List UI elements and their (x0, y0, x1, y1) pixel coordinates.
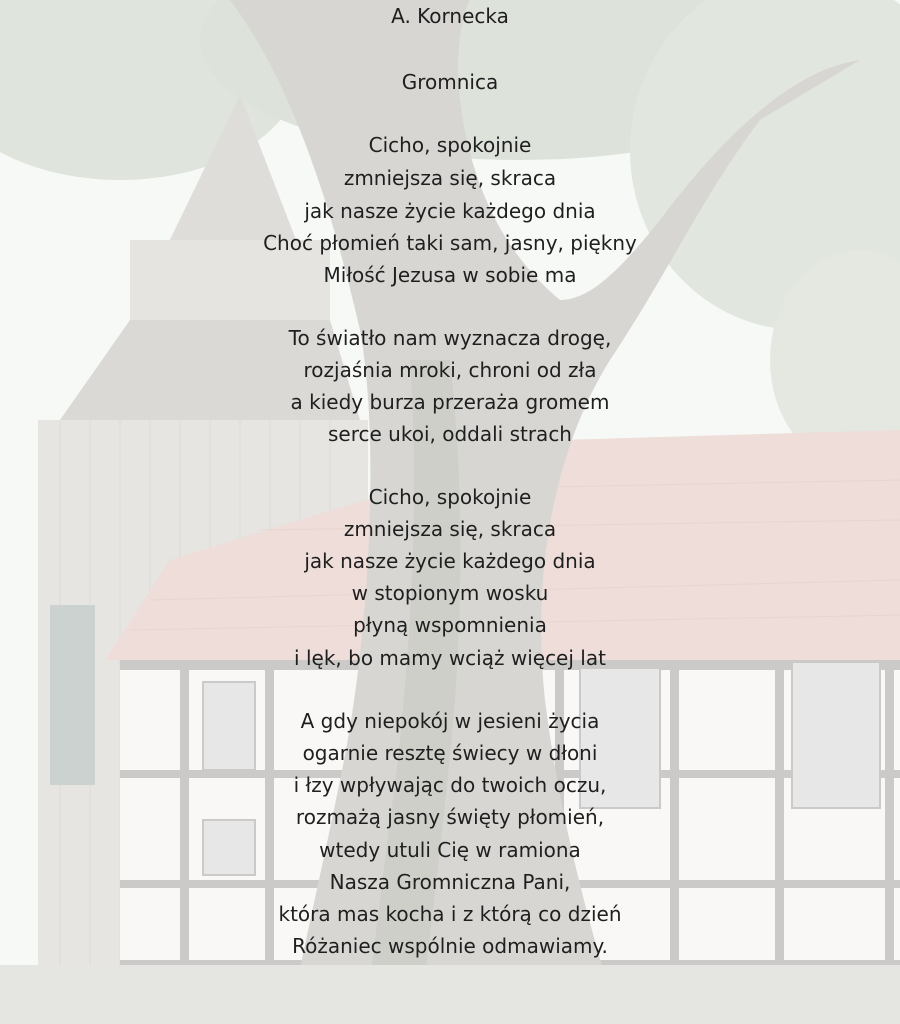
poem-line: Nasza Gromniczna Pani, (329, 870, 571, 894)
poem-line: płyną wspomnienia (353, 613, 547, 637)
poem-line: rozjaśnia mroki, chroni od zła (303, 358, 597, 382)
poem-line: zmniejsza się, skraca (343, 166, 557, 190)
poem-title: Gromnica (401, 70, 499, 94)
poem-author: A. Kornecka (391, 4, 509, 28)
poem-line: i lęk, bo mamy wciąż więcej lat (294, 646, 606, 670)
poem-line: w stopionym wosku (351, 581, 549, 605)
poem-line: wtedy utuli Cię w ramiona (319, 838, 581, 862)
poem-line: ogarnie resztę świecy w dłoni (302, 741, 598, 765)
poem-line: rozmażą jasny święty płomień, (295, 805, 605, 829)
poem-line: jak nasze życie każdego dnia (304, 199, 596, 223)
poem-line: zmniejsza się, skraca (343, 517, 557, 541)
poem-line: Choć płomień taki sam, jasny, piękny (263, 231, 637, 255)
poem-line: jak nasze życie każdego dnia (304, 549, 596, 573)
poem-line: a kiedy burza przeraża gromem (290, 390, 610, 414)
poem-line: która mas kocha i z którą co dzień (278, 902, 622, 926)
poem-line: Różaniec wspólnie odmawiamy. (292, 934, 608, 958)
poem-line: Cicho, spokojnie (368, 133, 532, 157)
poem-line: Miłość Jezusa w sobie ma (323, 263, 577, 287)
poem-line: Cicho, spokojnie (368, 485, 532, 509)
poem-line: i łzy wpływając do twoich oczu, (293, 773, 607, 797)
poem-line: serce ukoi, oddali strach (328, 422, 572, 446)
poem-line: A gdy niepokój w jesieni życia (300, 709, 600, 733)
poem-line: To światło nam wyznacza drogę, (288, 326, 612, 350)
